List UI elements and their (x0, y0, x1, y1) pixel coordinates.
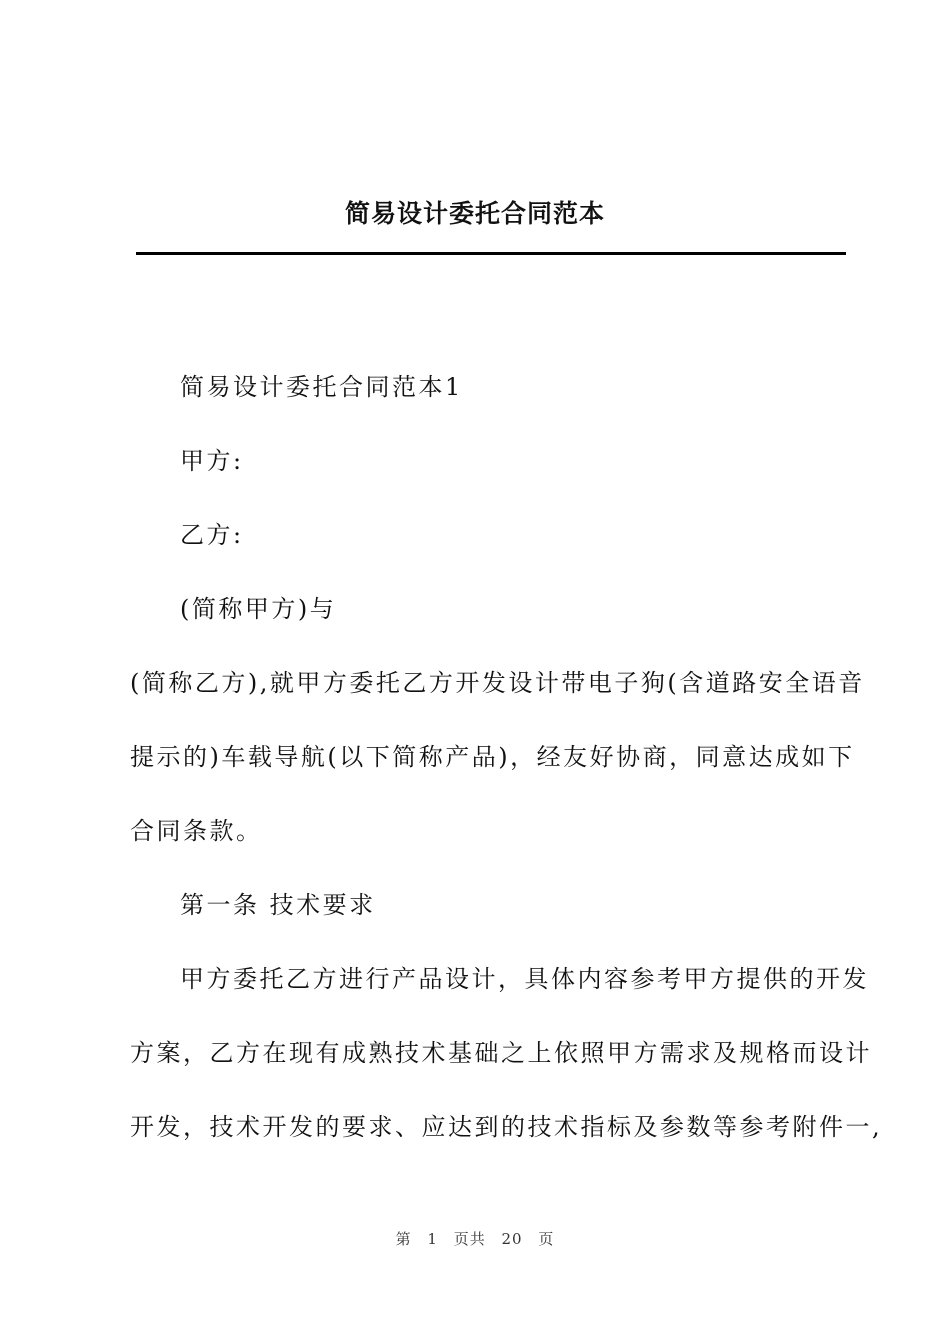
title-divider (136, 252, 846, 255)
page-number-footer: 第 1 页共 20 页 (395, 1230, 555, 1248)
paragraph: (简称甲方)与 (180, 595, 337, 623)
paragraph: 合同条款。 (130, 817, 263, 845)
paragraph: 甲方委托乙方进行产品设计，具体内容参考甲方提供的开发 (180, 965, 869, 993)
paragraph: 简易设计委托合同范本1 (180, 373, 463, 401)
paragraph: 乙方: (180, 521, 244, 549)
page-title: 简易设计委托合同范本 (344, 199, 605, 228)
paragraph: (简称乙方),就甲方委托乙方开发设计带电子狗(含道路安全语音 (130, 669, 865, 697)
paragraph: 甲方: (180, 447, 244, 475)
paragraph: 方案，乙方在现有成熟技术基础之上依照甲方需求及规格而设计 (130, 1039, 872, 1067)
document-body (130, 350, 883, 1164)
paragraph: 提示的)车载导航(以下简称产品)，经友好协商，同意达成如下 (130, 743, 855, 771)
section-heading: 第一条 技术要求 (180, 891, 376, 919)
paragraph: 开发，技术开发的要求、应达到的技术指标及参数等参考附件一, (130, 1113, 883, 1141)
